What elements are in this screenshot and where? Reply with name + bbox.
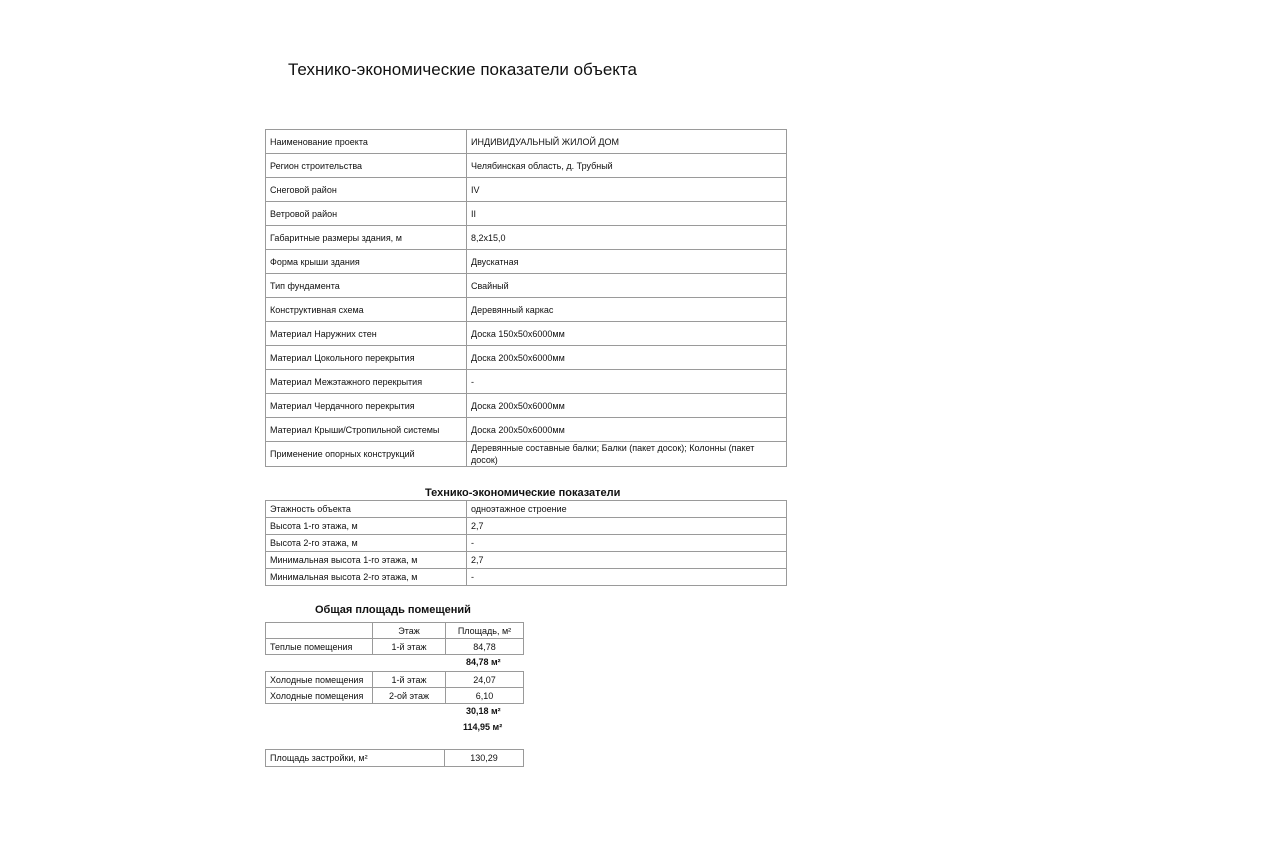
spec-label: Габаритные размеры здания, м [266,226,467,250]
building-area-table [265,749,524,767]
table-row [266,639,524,655]
spec-label: Материал Крыши/Стропильной системы [266,418,467,442]
spec-value: Доска 150x50x6000мм [467,322,787,346]
table-row [266,298,787,322]
warm-area-table [265,622,524,655]
table-row [266,178,787,202]
spec-label: Конструктивная схема [266,298,467,322]
table-row [266,346,787,370]
spec-label: Ветровой район [266,202,467,226]
spec-label: Материал Межэтажного перекрытия [266,370,467,394]
table-row [266,202,787,226]
build-area-value: 130,29 [445,750,524,767]
spec-value: Деревянные составные балки; Балки (пакет досок); Колонны (пакет досок) [467,442,787,467]
spec-label: Форма крыши здания [266,250,467,274]
room-area: 6,10 [446,688,524,704]
page-title: Технико-экономические показатели объекта [288,60,637,79]
tep-label: Минимальная высота 2-го этажа, м [266,569,467,586]
project-specs-table [265,129,787,467]
spec-value: ИНДИВИДУАЛЬНЫЙ ЖИЛОЙ ДОМ [467,130,787,154]
tep-value: - [467,535,787,552]
spec-label: Регион строительства [266,154,467,178]
spec-value: 8,2x15,0 [467,226,787,250]
table-row [266,518,787,535]
spec-label: Материал Наружних стен [266,322,467,346]
spec-value: II [467,202,787,226]
spec-label: Снеговой район [266,178,467,202]
table-row [266,250,787,274]
table-row [266,672,524,688]
room-floor: 1-й этаж [373,672,446,688]
room-floor: 2-ой этаж [373,688,446,704]
spec-value: Доска 200x50x6000мм [467,394,787,418]
table-row [266,552,787,569]
table-row [266,442,787,467]
room-type: Холодные помещения [266,688,373,704]
table-row [266,370,787,394]
spec-label: Тип фундамента [266,274,467,298]
tep-value: - [467,569,787,586]
room-area: 24,07 [446,672,524,688]
tep-table [265,500,787,586]
table-row [266,688,524,704]
room-floor: 1-й этаж [373,639,446,655]
spec-label: Материал Цокольного перекрытия [266,346,467,370]
table-row [266,535,787,552]
warm-total: 84,78 м² [466,657,501,667]
room-type: Теплые помещения [266,639,373,655]
spec-label: Наименование проекта [266,130,467,154]
table-row [266,394,787,418]
table-row [266,501,787,518]
spec-value: Челябинская область, д. Трубный [467,154,787,178]
cold-area-table [265,671,524,704]
table-row [266,226,787,250]
room-area: 84,78 [446,639,524,655]
spec-value: IV [467,178,787,202]
area-header: Площадь, м² [446,623,524,639]
table-row [266,418,787,442]
tep-label: Высота 1-го этажа, м [266,518,467,535]
spec-value: - [467,370,787,394]
tep-value: 2,7 [467,552,787,569]
tep-label: Высота 2-го этажа, м [266,535,467,552]
spec-value: Деревянный каркас [467,298,787,322]
area-title: Общая площадь помещений [315,604,471,616]
table-row [266,130,787,154]
tep-value: 2,7 [467,518,787,535]
table-row [266,274,787,298]
table-row [266,569,787,586]
table-row [266,154,787,178]
table-row [266,322,787,346]
cold-total: 30,18 м² [466,706,501,716]
grand-total: 114,95 м² [463,722,503,732]
room-type: Холодные помещения [266,672,373,688]
spec-value: Доска 200x50x6000мм [467,346,787,370]
empty-header-cell [266,623,373,639]
table-row [266,750,524,767]
build-area-label: Площадь застройки, м² [266,750,445,767]
spec-label: Применение опорных конструкций [266,442,467,467]
spec-value: Свайный [467,274,787,298]
spec-label: Материал Чердачного перекрытия [266,394,467,418]
tep-title: Технико-экономические показатели [425,487,621,499]
tep-label: Минимальная высота 1-го этажа, м [266,552,467,569]
spec-value: Доска 200x50x6000мм [467,418,787,442]
floor-header: Этаж [373,623,446,639]
tep-value: одноэтажное строение [467,501,787,518]
spec-value: Двускатная [467,250,787,274]
tep-label: Этажность объекта [266,501,467,518]
table-header-row [266,623,524,639]
